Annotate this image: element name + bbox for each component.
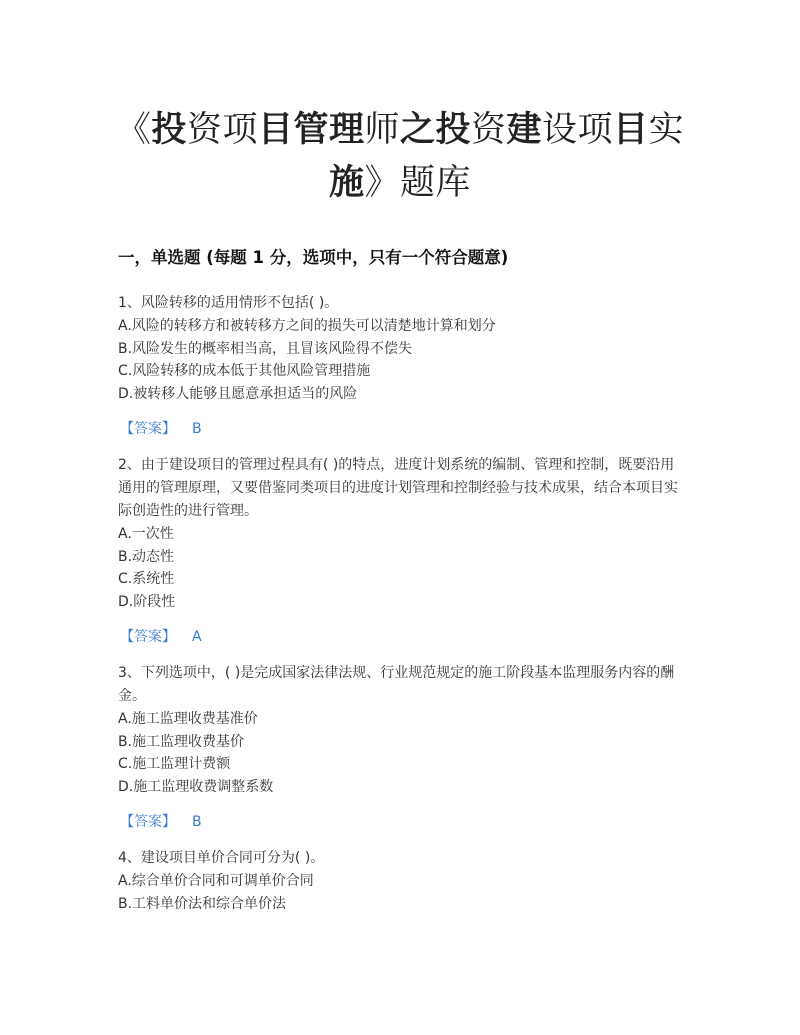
title-segment: 》题库	[364, 163, 472, 203]
question-stem: 1、风险转移的适用情形不包括( )。	[118, 295, 339, 311]
question-option: A.综合单价合同和可调单价合同	[118, 873, 314, 889]
answer-label: 【答案】	[120, 629, 176, 645]
answer-line	[118, 418, 683, 440]
title-segment: 实	[648, 110, 685, 150]
answer-value: B	[192, 814, 202, 830]
question-item	[118, 847, 683, 915]
answer-line	[118, 626, 683, 648]
question-option: D.阶段性	[118, 593, 176, 610]
question-option: D.被转移人能够且愿意承担适当的风险	[118, 385, 358, 402]
question-option: C.施工监理计费额	[118, 756, 231, 772]
question-option: A.风险的转移方和被转移方之间的损失可以清楚地计算和划分	[118, 318, 496, 334]
question-option: A.施工监理收费基准价	[118, 711, 258, 727]
title-segment: 《	[115, 110, 152, 150]
question-option: B.工料单价法和综合单价法	[118, 895, 287, 912]
question-stem: 2、由于建设项目的管理过程具有( )的特点，进度计划系统的编制、管理和控制，既要沿用通用的管理原理，又要借鉴同类项目的进度计划管理和控制经验与技术成果，结合本项目实际创造性的进行管理。	[118, 457, 678, 519]
question-option: D.施工监理收费调整系数	[118, 778, 274, 795]
page-title	[100, 104, 700, 210]
title-segment: 资项	[186, 110, 258, 150]
title-segment: 投	[151, 110, 187, 150]
title-segment: 目管理	[257, 110, 365, 150]
title-segment: 施	[328, 163, 365, 203]
answer-value: B	[192, 421, 202, 437]
question-option: B.施工监理收费基价	[118, 733, 245, 750]
title-segment: 师	[364, 110, 400, 150]
question-stem: 4、建设项目单价合同可分为( )。	[118, 850, 325, 866]
question-option: C.风险转移的成本低于其他风险管理措施	[118, 363, 371, 379]
answer-line	[118, 811, 683, 833]
answer-label: 【答案】	[120, 814, 176, 830]
answer-value: A	[192, 629, 202, 645]
question-stem: 3、下列选项中，( )是完成国家法律法规、行业规范规定的施工阶段基本监理服务内容的酬金。	[118, 665, 675, 704]
title-segment: 资	[471, 110, 507, 150]
title-segment: 目	[613, 110, 649, 150]
question-option: B.风险发生的概率相当高，且冒该风险得不偿失	[118, 340, 413, 357]
question-item	[118, 662, 683, 833]
question-option: A.一次性	[118, 526, 174, 542]
answer-label: 【答案】	[120, 421, 176, 437]
question-item	[118, 292, 683, 440]
title-segment: 建	[506, 110, 543, 150]
question-item	[118, 454, 683, 648]
question-option: C.系统性	[118, 571, 175, 587]
question-option: B.动态性	[118, 548, 175, 565]
question-list	[118, 292, 683, 925]
title-segment: 设项	[542, 110, 614, 150]
section-heading: 一，单选题 (每题 1 分，选项中，只有一个符合题意)	[118, 248, 509, 267]
title-segment: 之投	[399, 110, 471, 150]
